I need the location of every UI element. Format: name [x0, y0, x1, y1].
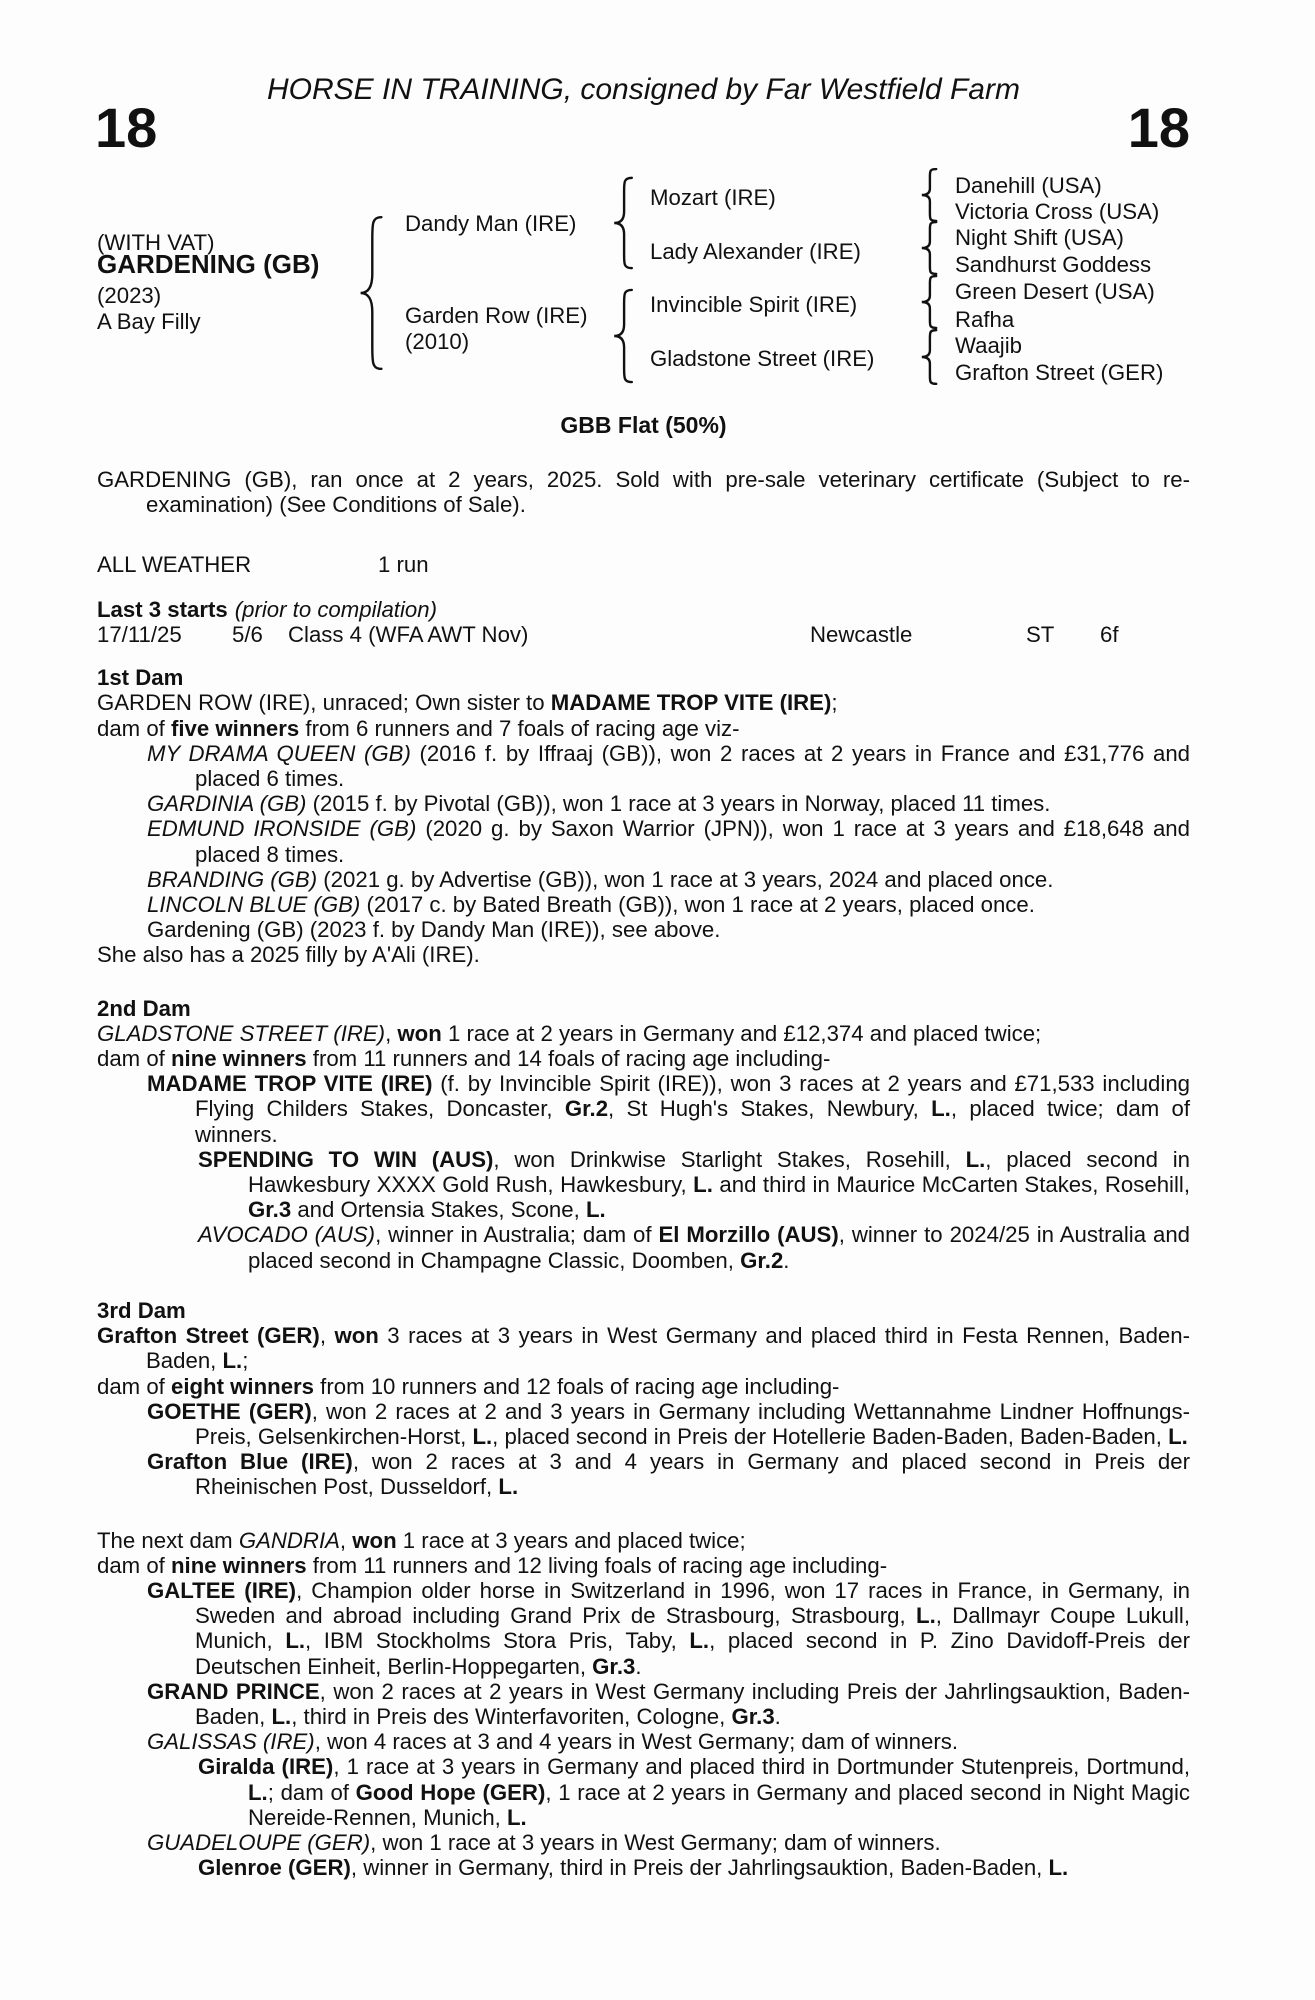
granddam-name: Lady Alexander (IRE) [650, 239, 861, 264]
grandsire-name: Invincible Spirit (IRE) [650, 292, 858, 317]
start-race: Class 4 (WFA AWT Nov) [288, 622, 529, 648]
great-grandparent-name: Sandhurst Goddess [955, 252, 1152, 277]
progeny-entry: GARDINIA (GB) (2015 f. by Pivotal (GB)), won 1 race at 3 years in Norway, placed 11 times. [147, 791, 1051, 817]
lot-number-left: 18 [95, 96, 158, 159]
great-grandparent-name: Night Shift (USA) [955, 225, 1124, 250]
surface-label: ALL WEATHER [97, 551, 252, 577]
start-course: Newcastle [810, 622, 913, 648]
section-heading-2nd-dam: 2nd Dam [97, 995, 191, 1021]
progeny-entry: MADAME TROP VITE (IRE) (f. by Invincible Spirit (IRE)), won 3 races at 2 years and £71,533 including Flying Childers Stakes, Doncaster, Gr.2, St Hugh's Stakes, Newbury, L., placed twice; dam of winners. [147, 1071, 1191, 1147]
catalogue-body [97, 404, 1190, 1880]
progeny-entry: GALISSAS (IRE), won 4 races at 3 and 4 years in West Germany; dam of winners. [147, 1729, 959, 1755]
dam-summary-paragraph: GLADSTONE STREET (IRE), won 1 race at 2 years in Germany and £12,374 and placed twice; [97, 1020, 1042, 1046]
great-grandparent-name: Danehill (USA) [955, 173, 1102, 198]
great-grandparent-name: Victoria Cross (USA) [955, 199, 1160, 224]
last-start-row [97, 622, 1190, 647]
section-heading-1st-dam: 1st Dam [97, 665, 184, 691]
section-heading-3rd-dam: 3rd Dam [97, 1297, 186, 1323]
start-date: 17/11/25 [97, 622, 182, 648]
runs-count: 1 run [378, 551, 429, 577]
progeny-entry: GUADELOUPE (GER), won 1 race at 3 years in West Germany; dam of winners. [147, 1829, 941, 1855]
dam-produce-intro: dam of nine winners from 11 runners and 12 living foals of racing age including- [97, 1552, 888, 1578]
progeny-entry: BRANDING (GB) (2021 g. by Advertise (GB)), won 1 race at 3 years, 2024 and placed once. [147, 866, 1054, 892]
pedigree-tree [0, 0, 1315, 410]
vat-note: (WITH VAT) [97, 230, 215, 255]
premium-scheme-label: GBB Flat (50%) [560, 412, 727, 438]
dam-produce-intro: dam of eight winners from 10 runners and 12 foals of racing age including- [97, 1373, 840, 1399]
brace-icon [920, 275, 938, 329]
progeny-entry: Glenroe (GER), winner in Germany, third in Preis der Jahrlingsauktion, Baden-Baden, L. [198, 1855, 1069, 1881]
progeny-entry: MY DRAMA QUEEN (GB) (2016 f. by Iffraaj (GB)), won 2 races at 2 years in France and £31,776 and placed 6 times. [147, 740, 1190, 792]
granddam-name: Gladstone Street (IRE) [650, 346, 875, 371]
last-starts-block [97, 597, 1190, 647]
brace-icon [920, 329, 938, 385]
progeny-entry: EDMUND IRONSIDE (GB) (2020 g. by Saxon Warrior (JPN)), won 1 race at 3 years and £18,648 and placed 8 times. [147, 816, 1190, 867]
last-starts-heading [97, 597, 1190, 622]
dam-summary-paragraph: Grafton Street (GER), won 3 races at 3 years in West Germany and placed third in Festa Rennen, Baden-Baden, L.; [97, 1323, 1190, 1374]
progeny-entry: Grafton Blue (IRE), won 2 races at 3 and 4 years in Germany and placed second in Preis der Rheinischen Post, Dusseldorf, L. [147, 1449, 1190, 1500]
progeny-entry: AVOCADO (AUS), winner in Australia; dam of El Morzillo (AUS), winner to 2024/25 in Australia and placed second in Champagne Classic, Doomben, Gr.2. [198, 1222, 1190, 1273]
brace-icon [612, 288, 634, 384]
horse-foaled-year: (2023) [97, 283, 162, 308]
start-going: ST [1026, 622, 1055, 648]
grandsire-name: Mozart (IRE) [650, 185, 776, 210]
brace-icon [920, 168, 938, 222]
horse-name: GARDENING (GB) [97, 249, 320, 279]
dam-produce-intro: dam of five winners from 6 runners and 7 foals of racing age viz- [97, 715, 740, 741]
progeny-entry: GRAND PRINCE, won 2 races at 2 years in West Germany including Preis der Jahrlingsauktion, Baden-Baden, L., third in Preis des Winterfavoriten, Cologne, Gr.3. [147, 1678, 1190, 1729]
great-grandparent-name: Grafton Street (GER) [955, 360, 1164, 385]
next-dam-paragraph: The next dam GANDRIA, won 1 race at 3 years and placed twice; [97, 1527, 746, 1553]
progeny-entry: SPENDING TO WIN (AUS), won Drinkwise Starlight Stakes, Rosehill, L., placed second in Hawkesbury XXXX Gold Rush, Hawkesbury, L. and third in Maurice McCarten Stakes, Rosehill, Gr.3 and Ortensia Stakes, Scone, L. [198, 1146, 1190, 1223]
dam-name: Garden Row (IRE) [405, 303, 588, 328]
progeny-entry: GOETHE (GER), won 2 races at 2 and 3 years in Germany including Wettannahme Lindner Hoffnungs-Preis, Gelsenkirchen-Horst, L., placed second in Preis der Hotellerie Baden-Baden, Baden-Baden, L. [147, 1398, 1190, 1449]
great-grandparent-name: Green Desert (USA) [955, 279, 1155, 304]
dam-produce-intro: dam of nine winners from 11 runners and 14 foals of racing age including- [97, 1046, 831, 1072]
great-grandparent-name: Waajib [955, 333, 1022, 358]
brace-icon [920, 221, 938, 275]
dam-foaled-year: (2010) [405, 329, 470, 354]
progeny-entry: Giralda (IRE), 1 race at 3 years in Germany and placed third in Dortmunder Stutenpreis, Dortmund, L.; dam of Good Hope (GER), 1 race at 2 years in Germany and placed second in Night Magic Nereide-Rennen, Munich, L. [198, 1754, 1191, 1830]
dam-additional-note: She also has a 2025 filly by A'Ali (IRE). [97, 942, 480, 968]
brace-icon [358, 214, 384, 372]
brace-icon [612, 176, 634, 270]
progeny-entry: LINCOLN BLUE (GB) (2017 c. by Bated Breath (GB)), won 1 race at 2 years, placed once. [147, 892, 1035, 918]
lot-number-right: 18 [1127, 96, 1190, 159]
progeny-entry: GALTEE (IRE), Champion older horse in Switzerland in 1996, won 17 races in France, in Germany, in Sweden and abroad including Grand Prix de Strasbourg, Strasbourg, L., Dallmayr Coupe Lukull, Munich, L., IBM Stockholms Stora Pris, Taby, L., placed second in P. Zino Davidoff-Preis der Deutschen Einheit, Berlin-Hoppegarten, Gr.3. [147, 1577, 1191, 1679]
dam-summary-paragraph: GARDEN ROW (IRE), unraced; Own sister to MADAME TROP VITE (IRE); [97, 690, 838, 716]
great-grandparent-name: Rafha [955, 307, 1015, 332]
start-distance: 6f [1100, 622, 1119, 648]
race-record-row [97, 552, 1190, 577]
page-title: HORSE IN TRAINING, consigned by Far Westfield Farm [267, 73, 1020, 106]
last-starts-note: (prior to compilation) [234, 596, 437, 622]
last-starts-title: Last 3 starts [97, 596, 228, 622]
start-position: 5/6 [232, 622, 263, 648]
progeny-entry: Gardening (GB) (2023 f. by Dandy Man (IRE)), see above. [147, 917, 721, 943]
horse-description: A Bay Filly [97, 309, 201, 334]
sale-note-paragraph: GARDENING (GB), ran once at 2 years, 2025. Sold with pre-sale veterinary certificate (Subject to re-examination) (See Conditions of Sale). [97, 467, 1190, 518]
sire-name: Dandy Man (IRE) [405, 211, 577, 236]
